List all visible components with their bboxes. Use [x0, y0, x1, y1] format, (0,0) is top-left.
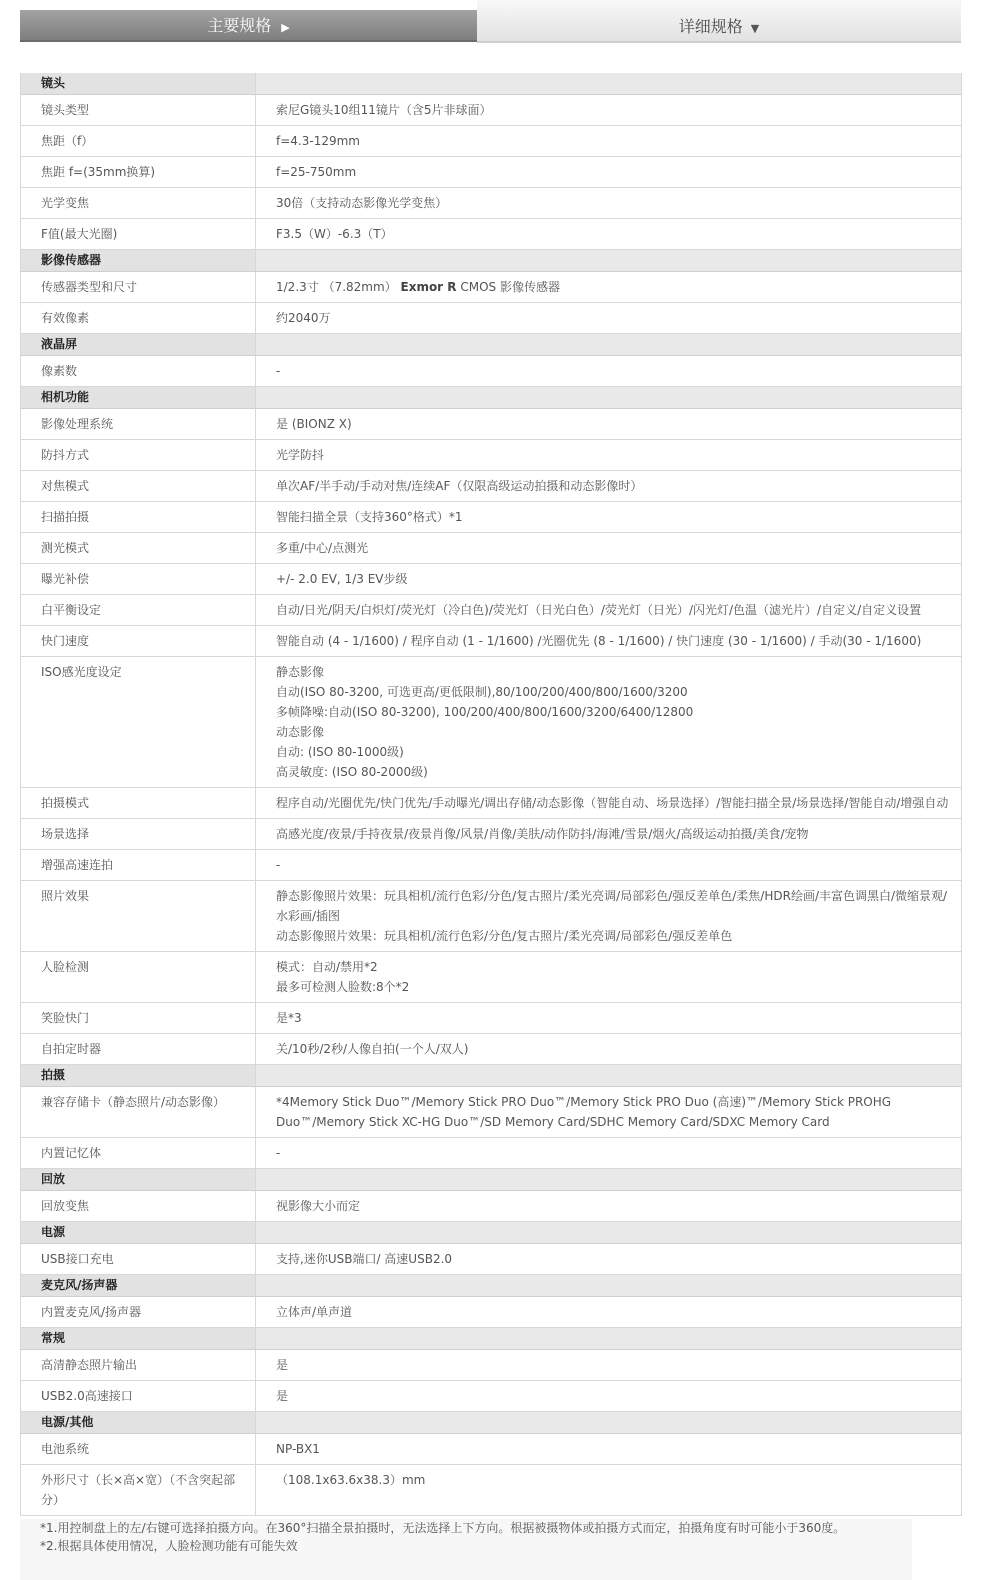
- spec-row: [21, 1297, 962, 1328]
- section-title: 电源/其他: [21, 1412, 256, 1434]
- spec-value: f=4.3-129mm: [256, 126, 962, 157]
- spec-row: [21, 95, 962, 126]
- section-header-row: [21, 1065, 962, 1087]
- spec-row: [21, 356, 962, 387]
- spec-label: 焦距 f=(35mm换算): [21, 157, 256, 188]
- spec-row: [21, 533, 962, 564]
- section-header-blank: [256, 334, 962, 356]
- footnote: *2.根据具体使用情况，人脸检测功能有可能失效: [40, 1539, 298, 1553]
- spec-row: [21, 850, 962, 881]
- spec-row: [21, 657, 962, 788]
- spec-value: [256, 1087, 962, 1138]
- spec-value: 是*3: [256, 1003, 962, 1034]
- spec-value-line: 自动: (ISO 80-1000级): [276, 745, 404, 759]
- spec-label: 自拍定时器: [21, 1034, 256, 1065]
- spec-value-line: 动态影像: [276, 725, 325, 739]
- spec-value-line: Duo™/Memory Stick XC-HG Duo™/SD Memory Card/SDHC Memory Card/SDXC Memory Card: [276, 1115, 830, 1129]
- tab-detail-label: 详细规格: [678, 17, 743, 36]
- section-title: 电源: [21, 1222, 256, 1244]
- spec-label: 照片效果: [21, 881, 256, 952]
- spec-value-brand: Exmor R: [400, 280, 457, 294]
- spec-row: [21, 272, 962, 303]
- spec-row: [21, 1350, 962, 1381]
- spec-table: [20, 73, 962, 1516]
- spec-label: 高清静态照片输出: [21, 1350, 256, 1381]
- spec-value-line: 动态影像照片效果：玩具相机/流行色彩/分色/复古照片/柔光亮调/局部彩色/强反差单色: [276, 929, 733, 943]
- spec-value: 智能扫描全景（支持360°格式）*1: [256, 502, 962, 533]
- spec-row: [21, 1244, 962, 1275]
- spec-value: f=25-750mm: [256, 157, 962, 188]
- play-arrow-icon: ▶: [281, 21, 290, 34]
- spec-row: [21, 1003, 962, 1034]
- spec-value: 是: [256, 1350, 962, 1381]
- spec-label: 镜头类型: [21, 95, 256, 126]
- spec-label: 影像处理系统: [21, 409, 256, 440]
- spec-value: [256, 952, 962, 1003]
- spec-label: F值(最大光圈): [21, 219, 256, 250]
- spec-value: 是 (BIONZ X): [256, 409, 962, 440]
- spec-label: 笑脸快门: [21, 1003, 256, 1034]
- spec-value: 30倍（支持动态影像光学变焦）: [256, 188, 962, 219]
- section-header-row: [21, 387, 962, 409]
- section-header-row: [21, 1222, 962, 1244]
- spec-row: [21, 1034, 962, 1065]
- spec-value-line: 自动(ISO 80-3200, 可选更高/更低限制),80/100/200/400/800/1600/3200: [276, 685, 688, 699]
- section-header-blank: [256, 1275, 962, 1297]
- spec-label: USB2.0高速接口: [21, 1381, 256, 1412]
- tab-detailed-specs[interactable]: [477, 0, 961, 43]
- spec-label: USB接口充电: [21, 1244, 256, 1275]
- spec-row: [21, 595, 962, 626]
- spec-row: [21, 126, 962, 157]
- section-header-row: [21, 334, 962, 356]
- section-title: 影像传感器: [21, 250, 256, 272]
- tab-main-specs[interactable]: [20, 10, 477, 42]
- spec-label: 对焦模式: [21, 471, 256, 502]
- section-header-blank: [256, 1222, 962, 1244]
- spec-label: 场景选择: [21, 819, 256, 850]
- spec-value-text: CMOS 影像传感器: [456, 280, 560, 294]
- spec-value: 视影像大小而定: [256, 1191, 962, 1222]
- section-title: 常规: [21, 1328, 256, 1350]
- section-header-row: [21, 1275, 962, 1297]
- spec-value: 立体声/单声道: [256, 1297, 962, 1328]
- section-title: 相机功能: [21, 387, 256, 409]
- spec-label: 外形尺寸（长×高×宽）（不含突起部分）: [21, 1465, 256, 1516]
- spec-label: 回放变焦: [21, 1191, 256, 1222]
- spec-value-line: *4Memory Stick Duo™/Memory Stick PRO Duo™/Memory Stick PRO Duo (高速)™/Memory Stick PROHG: [276, 1095, 892, 1109]
- spec-row: [21, 1087, 962, 1138]
- spec-row: [21, 1191, 962, 1222]
- section-header-row: [21, 1328, 962, 1350]
- spec-value: 支持,迷你USB端口/ 高速USB2.0: [256, 1244, 962, 1275]
- spec-label: 增强高速连拍: [21, 850, 256, 881]
- spec-value: [256, 881, 962, 952]
- spec-value: 光学防抖: [256, 440, 962, 471]
- section-header-blank: [256, 1412, 962, 1434]
- spec-value: 关/10秒/2秒/人像自拍(一个人/双人): [256, 1034, 962, 1065]
- spec-label: 传感器类型和尺寸: [21, 272, 256, 303]
- spec-label: 快门速度: [21, 626, 256, 657]
- spec-value-line: 水彩画/插图: [276, 909, 341, 923]
- spec-label: 光学变焦: [21, 188, 256, 219]
- spec-label: 电池系统: [21, 1434, 256, 1465]
- spec-value: -: [256, 850, 962, 881]
- spec-row: [21, 409, 962, 440]
- spec-value: 程序自动/光圈优先/快门优先/手动曝光/调出存储/动态影像（智能自动、场景选择）/智能扫描全景/场景选择/智能自动/增强自动: [256, 788, 962, 819]
- section-header-blank: [256, 1328, 962, 1350]
- spec-value: [256, 272, 962, 303]
- tab-main-label: 主要规格: [207, 16, 272, 35]
- spec-value: [256, 657, 962, 788]
- spec-label: 有效像素: [21, 303, 256, 334]
- spec-row: [21, 502, 962, 533]
- spec-value-line: 静态影像照片效果：玩具相机/流行色彩/分色/复古照片/柔光亮调/局部彩色/强反差单色/柔焦/HDR绘画/丰富色调黑白/微缩景观/: [276, 889, 948, 903]
- spec-value-line: 高灵敏度: (ISO 80-2000级): [276, 765, 428, 779]
- section-header-blank: [256, 1169, 962, 1191]
- spec-value: NP-BX1: [256, 1434, 962, 1465]
- spec-label: 扫描拍摄: [21, 502, 256, 533]
- spec-row: [21, 626, 962, 657]
- footnote: *1.用控制盘上的左/右键可选择拍摄方向。在360°扫描全景拍摄时，无法选择上下方向。根据被摄物体或拍摄方式而定，拍摄角度有时可能小于360度。: [40, 1521, 846, 1535]
- spec-label: 内置记忆体: [21, 1138, 256, 1169]
- spec-value: +/- 2.0 EV, 1/3 EV步级: [256, 564, 962, 595]
- spec-row: [21, 219, 962, 250]
- spec-row: [21, 881, 962, 952]
- spec-label: 曝光补偿: [21, 564, 256, 595]
- spec-value: 多重/中心/点测光: [256, 533, 962, 564]
- spec-tabs: [20, 0, 961, 43]
- section-header-blank: [256, 387, 962, 409]
- spec-value: 是: [256, 1381, 962, 1412]
- spec-value: 高感光度/夜景/手持夜景/夜景肖像/风景/肖像/美肤/动作防抖/海滩/雪景/烟火/高级运动拍摄/美食/宠物: [256, 819, 962, 850]
- spec-value-line: 最多可检测人脸数:8个*2: [276, 980, 410, 994]
- spec-row: [21, 819, 962, 850]
- spec-row: [21, 1381, 962, 1412]
- spec-value: 单次AF/半手动/手动对焦/连续AF（仅限高级运动拍摄和动态影像时）: [256, 471, 962, 502]
- spec-label: 拍摄模式: [21, 788, 256, 819]
- spec-value: 智能自动 (4 - 1/1600) / 程序自动 (1 - 1/1600) /光圈优先 (8 - 1/1600) / 快门速度 (30 - 1/1600) / 手动(30 - 1/1600): [256, 626, 962, 657]
- spec-label: 内置麦克风/扬声器: [21, 1297, 256, 1328]
- section-title: 镜头: [21, 73, 256, 95]
- spec-row: [21, 788, 962, 819]
- spec-value: 索尼G镜头10组11镜片（含5片非球面）: [256, 95, 962, 126]
- spec-row: [21, 440, 962, 471]
- chevron-down-icon: ▼: [750, 22, 760, 35]
- spec-label: 白平衡设定: [21, 595, 256, 626]
- spec-row: [21, 1434, 962, 1465]
- section-title: 液晶屏: [21, 334, 256, 356]
- spec-value: 约2040万: [256, 303, 962, 334]
- section-title: 拍摄: [21, 1065, 256, 1087]
- spec-label: ISO感光度设定: [21, 657, 256, 788]
- section-title: 回放: [21, 1169, 256, 1191]
- spec-value-line: 静态影像: [276, 665, 325, 679]
- section-header-blank: [256, 1065, 962, 1087]
- spec-value: （108.1x63.6x38.3）mm: [256, 1465, 962, 1516]
- section-header-row: [21, 250, 962, 272]
- spec-value-line: 多帧降噪:自动(ISO 80-3200), 100/200/400/800/1600/3200/6400/12800: [276, 705, 694, 719]
- spec-value: 自动/日光/阴天/白炽灯/荧光灯（冷白色)/荧光灯（日光白色）/荧光灯（日光）/闪光灯/色温（滤光片）/自定义/自定义设置: [256, 595, 962, 626]
- spec-row: [21, 952, 962, 1003]
- section-title: 麦克风/扬声器: [21, 1275, 256, 1297]
- spec-row: [21, 564, 962, 595]
- spec-label: 防抖方式: [21, 440, 256, 471]
- spec-value: -: [256, 1138, 962, 1169]
- spec-label: 人脸检测: [21, 952, 256, 1003]
- spec-value-line: 模式：自动/禁用*2: [276, 960, 378, 974]
- spec-label: 像素数: [21, 356, 256, 387]
- section-header-row: [21, 1412, 962, 1434]
- section-header-row: [21, 73, 962, 95]
- spec-row: [21, 188, 962, 219]
- spec-row: [21, 471, 962, 502]
- spec-value-text: 1/2.3寸 （7.82mm）: [276, 280, 401, 294]
- spec-value: F3.5（W）-6.3（T）: [256, 219, 962, 250]
- footnotes: [20, 1519, 912, 1580]
- section-header-blank: [256, 250, 962, 272]
- section-header-blank: [256, 73, 962, 95]
- spec-label: 焦距（f）: [21, 126, 256, 157]
- spec-row: [21, 1465, 962, 1516]
- spec-label: 兼容存储卡（静态照片/动态影像）: [21, 1087, 256, 1138]
- spec-row: [21, 157, 962, 188]
- spec-row: [21, 1138, 962, 1169]
- section-header-row: [21, 1169, 962, 1191]
- spec-label: 测光模式: [21, 533, 256, 564]
- spec-value: -: [256, 356, 962, 387]
- spec-row: [21, 303, 962, 334]
